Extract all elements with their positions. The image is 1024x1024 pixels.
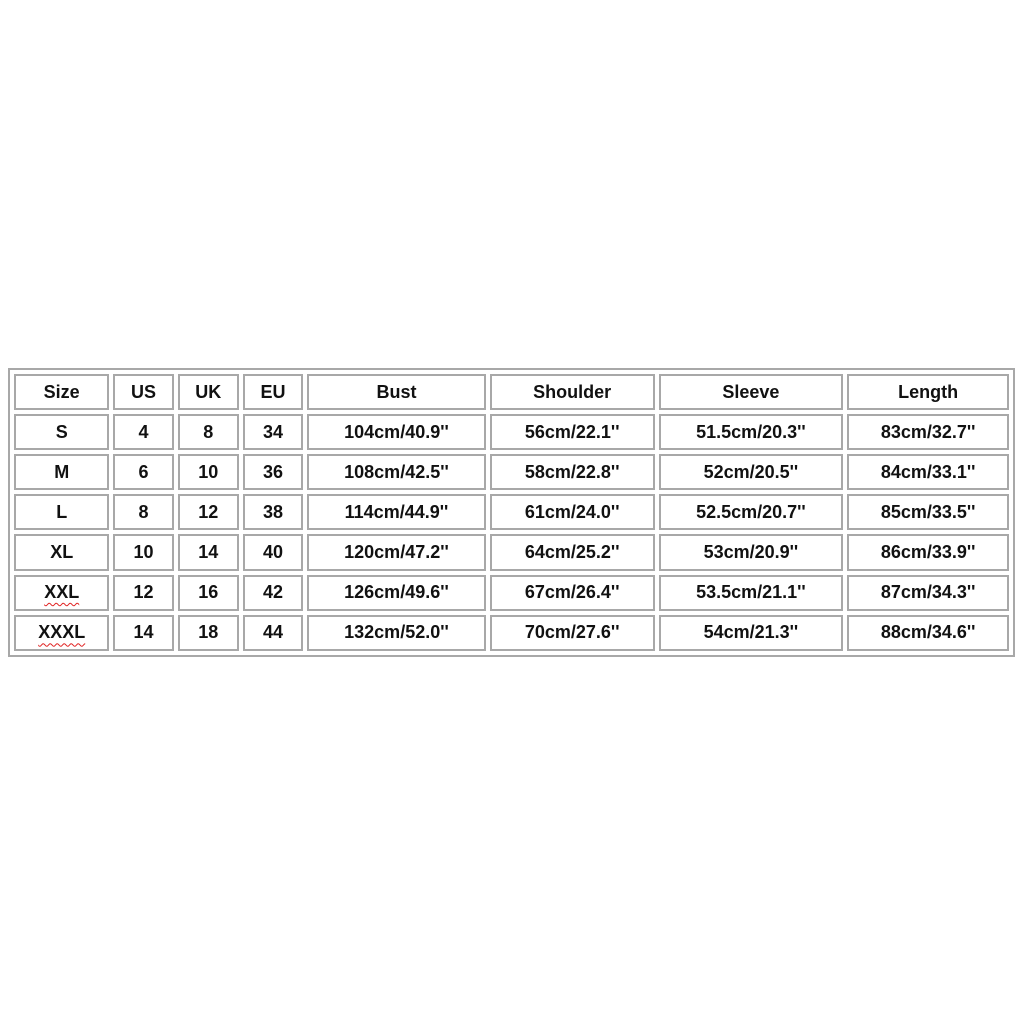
header-length: Length bbox=[847, 374, 1009, 410]
cell-length: 84cm/33.1'' bbox=[847, 454, 1009, 490]
cell-us: 14 bbox=[113, 615, 173, 651]
header-shoulder: Shoulder bbox=[490, 374, 655, 410]
cell-shoulder: 70cm/27.6'' bbox=[490, 615, 655, 651]
cell-us: 6 bbox=[113, 454, 173, 490]
cell-size: L bbox=[14, 494, 109, 530]
cell-length: 88cm/34.6'' bbox=[847, 615, 1009, 651]
cell-size bbox=[14, 615, 109, 651]
size-chart-table bbox=[8, 368, 1015, 657]
cell-size bbox=[14, 575, 109, 611]
cell-bust: 126cm/49.6'' bbox=[307, 575, 486, 611]
cell-uk: 10 bbox=[178, 454, 239, 490]
table-row bbox=[14, 615, 1009, 651]
cell-sleeve: 53cm/20.9'' bbox=[659, 534, 844, 570]
table-row bbox=[14, 494, 1009, 530]
cell-us: 12 bbox=[113, 575, 173, 611]
cell-shoulder: 64cm/25.2'' bbox=[490, 534, 655, 570]
cell-eu: 42 bbox=[243, 575, 303, 611]
cell-eu: 34 bbox=[243, 414, 303, 450]
cell-eu: 36 bbox=[243, 454, 303, 490]
cell-bust: 108cm/42.5'' bbox=[307, 454, 486, 490]
cell-sleeve: 53.5cm/21.1'' bbox=[659, 575, 844, 611]
header-eu: EU bbox=[243, 374, 303, 410]
cell-uk: 8 bbox=[178, 414, 239, 450]
cell-eu: 44 bbox=[243, 615, 303, 651]
cell-uk: 16 bbox=[178, 575, 239, 611]
cell-us: 4 bbox=[113, 414, 173, 450]
cell-length: 85cm/33.5'' bbox=[847, 494, 1009, 530]
table-row bbox=[14, 414, 1009, 450]
cell-sleeve: 54cm/21.3'' bbox=[659, 615, 844, 651]
header-size: Size bbox=[14, 374, 109, 410]
cell-eu: 38 bbox=[243, 494, 303, 530]
cell-sleeve: 52.5cm/20.7'' bbox=[659, 494, 844, 530]
cell-uk: 14 bbox=[178, 534, 239, 570]
cell-shoulder: 61cm/24.0'' bbox=[490, 494, 655, 530]
cell-bust: 120cm/47.2'' bbox=[307, 534, 486, 570]
cell-uk: 12 bbox=[178, 494, 239, 530]
cell-shoulder: 56cm/22.1'' bbox=[490, 414, 655, 450]
cell-size: M bbox=[14, 454, 109, 490]
header-sleeve: Sleeve bbox=[659, 374, 844, 410]
cell-sleeve: 52cm/20.5'' bbox=[659, 454, 844, 490]
cell-size-text: XXL bbox=[44, 582, 80, 603]
table-row bbox=[14, 534, 1009, 570]
cell-length: 83cm/32.7'' bbox=[847, 414, 1009, 450]
cell-length: 87cm/34.3'' bbox=[847, 575, 1009, 611]
table-row bbox=[14, 575, 1009, 611]
table-row bbox=[14, 454, 1009, 490]
cell-bust: 104cm/40.9'' bbox=[307, 414, 486, 450]
cell-size-text: XXXL bbox=[38, 622, 86, 643]
cell-shoulder: 67cm/26.4'' bbox=[490, 575, 655, 611]
cell-sleeve: 51.5cm/20.3'' bbox=[659, 414, 844, 450]
header-us: US bbox=[113, 374, 173, 410]
cell-bust: 114cm/44.9'' bbox=[307, 494, 486, 530]
cell-us: 10 bbox=[113, 534, 173, 570]
cell-bust: 132cm/52.0'' bbox=[307, 615, 486, 651]
cell-size: XL bbox=[14, 534, 109, 570]
cell-us: 8 bbox=[113, 494, 173, 530]
cell-size: S bbox=[14, 414, 109, 450]
cell-shoulder: 58cm/22.8'' bbox=[490, 454, 655, 490]
cell-uk: 18 bbox=[178, 615, 239, 651]
header-bust: Bust bbox=[307, 374, 486, 410]
header-row bbox=[14, 374, 1009, 410]
cell-eu: 40 bbox=[243, 534, 303, 570]
cell-length: 86cm/33.9'' bbox=[847, 534, 1009, 570]
header-uk: UK bbox=[178, 374, 239, 410]
